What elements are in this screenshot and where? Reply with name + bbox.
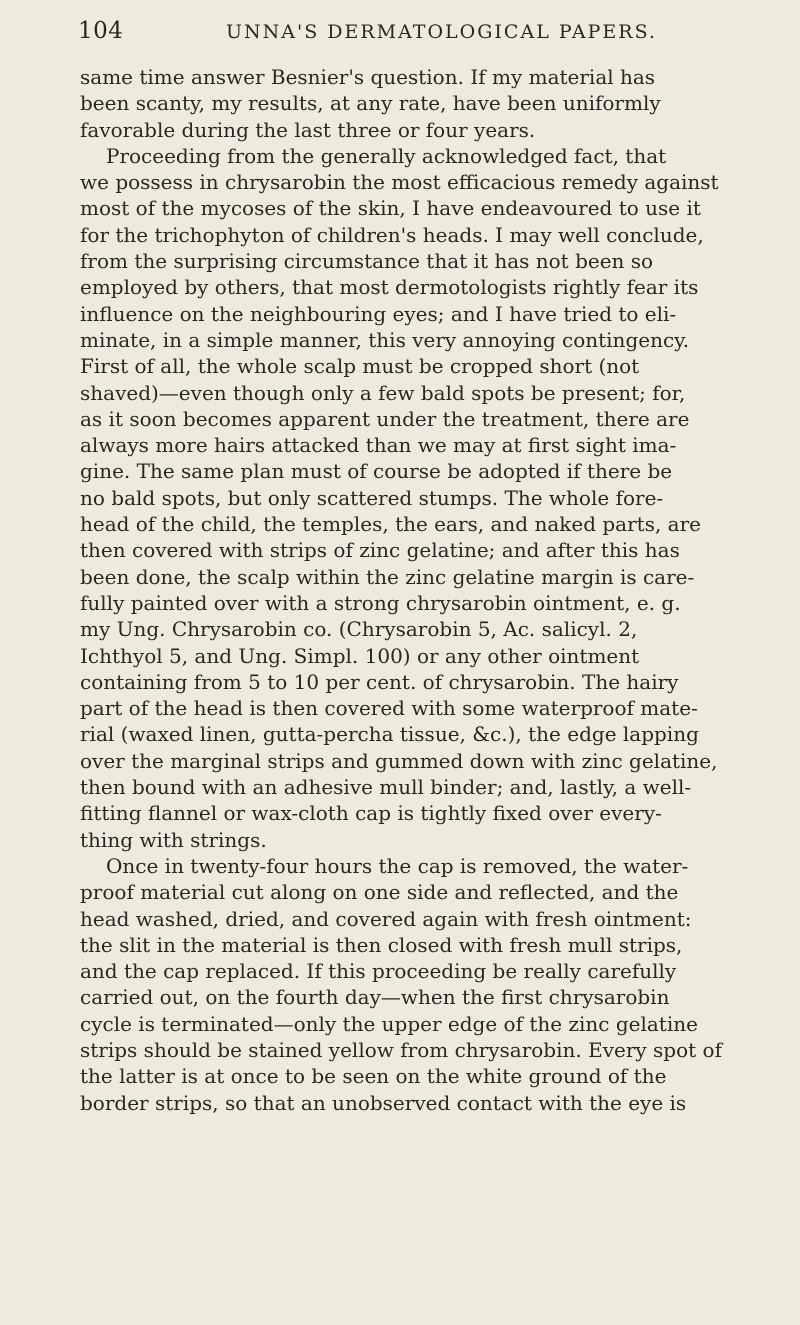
- body-text: [80, 64, 760, 1116]
- text-line: favorable during the last three or four years.: [80, 117, 536, 142]
- text-line: my Ung. Chrysarobin co. (Chrysarobin 5, Ac. salicyl. 2,: [80, 617, 638, 642]
- text-line: always more hairs attacked than we may at first sight ima-: [80, 433, 677, 458]
- text-line: and the cap replaced. If this proceeding be really carefully: [80, 959, 677, 984]
- text-line: minate, in a simple manner, this very annoying contingency.: [80, 327, 690, 352]
- text-line: head of the child, the temples, the ears, and naked parts, are: [80, 512, 701, 537]
- text-line: over the marginal strips and gummed down with zinc gelatine,: [80, 748, 718, 773]
- text-line: as it soon becomes apparent under the treatment, there are: [80, 406, 690, 431]
- text-line: fitting flannel or wax-cloth cap is tightly fixed over every-: [80, 801, 662, 826]
- page-header: [78, 18, 738, 48]
- text-line: then bound with an adhesive mull binder; and, lastly, a well-: [80, 775, 692, 800]
- text-line: carried out, on the fourth day—when the first chrysarobin: [80, 985, 670, 1010]
- text-line: no bald spots, but only scattered stumps. The whole fore-: [80, 485, 664, 510]
- text-line: then covered with strips of zinc gelatine; and after this has: [80, 538, 680, 563]
- page-number: 104: [78, 18, 124, 44]
- text-line: the latter is at once to be seen on the white ground of the: [80, 1064, 667, 1089]
- text-line: cycle is terminated—only the upper edge of the zinc gelatine: [80, 1011, 698, 1036]
- text-line: employed by others, that most dermotologists rightly fear its: [80, 275, 699, 300]
- text-line: thing with strings.: [80, 827, 267, 852]
- running-title: UNNA'S DERMATOLOGICAL PAPERS.: [226, 21, 657, 43]
- text-line: gine. The same plan must of course be adopted if there be: [80, 459, 673, 484]
- text-line: for the trichophyton of children's heads. I may well conclude,: [80, 222, 704, 247]
- text-line: strips should be stained yellow from chrysarobin. Every spot of: [80, 1037, 722, 1062]
- text-line: Proceeding from the generally acknowledged fact, that: [106, 143, 667, 168]
- text-line: Once in twenty-four hours the cap is removed, the water-: [106, 853, 689, 878]
- text-line: rial (waxed linen, gutta-percha tissue, &c.), the edge lapping: [80, 722, 699, 747]
- text-line: containing from 5 to 10 per cent. of chrysarobin. The hairy: [80, 669, 679, 694]
- text-line: head washed, dried, and covered again with fresh ointment:: [80, 906, 692, 931]
- text-line: fully painted over with a strong chrysarobin ointment, e. g.: [80, 590, 681, 615]
- text-line: proof material cut along on one side and reflected, and the: [80, 880, 679, 905]
- text-line: same time answer Besnier's question. If my material has: [80, 65, 656, 89]
- text-line: the slit in the material is then closed with fresh mull strips,: [80, 932, 683, 957]
- text-line: we possess in chrysarobin the most efficacious remedy against: [80, 170, 719, 195]
- text-line: been done, the scalp within the zinc gelatine margin is care-: [80, 564, 695, 589]
- text-line: most of the mycoses of the skin, I have endeavoured to use it: [80, 196, 701, 221]
- text-line: influence on the neighbouring eyes; and I have tried to eli-: [80, 301, 677, 326]
- text-line: Ichthyol 5, and Ung. Simpl. 100) or any other ointment: [80, 643, 640, 668]
- text-line: border strips, so that an unobserved contact with the eye is: [80, 1090, 687, 1115]
- text-line: been scanty, my results, at any rate, have been uniformly: [80, 91, 661, 116]
- text-line: shaved)—even though only a few bald spots be present; for,: [80, 380, 686, 405]
- text-line: part of the head is then covered with some waterproof mate-: [80, 696, 698, 721]
- text-line: First of all, the whole scalp must be cropped short (not: [80, 354, 640, 379]
- text-line: from the surprising circumstance that it has not been so: [80, 249, 654, 274]
